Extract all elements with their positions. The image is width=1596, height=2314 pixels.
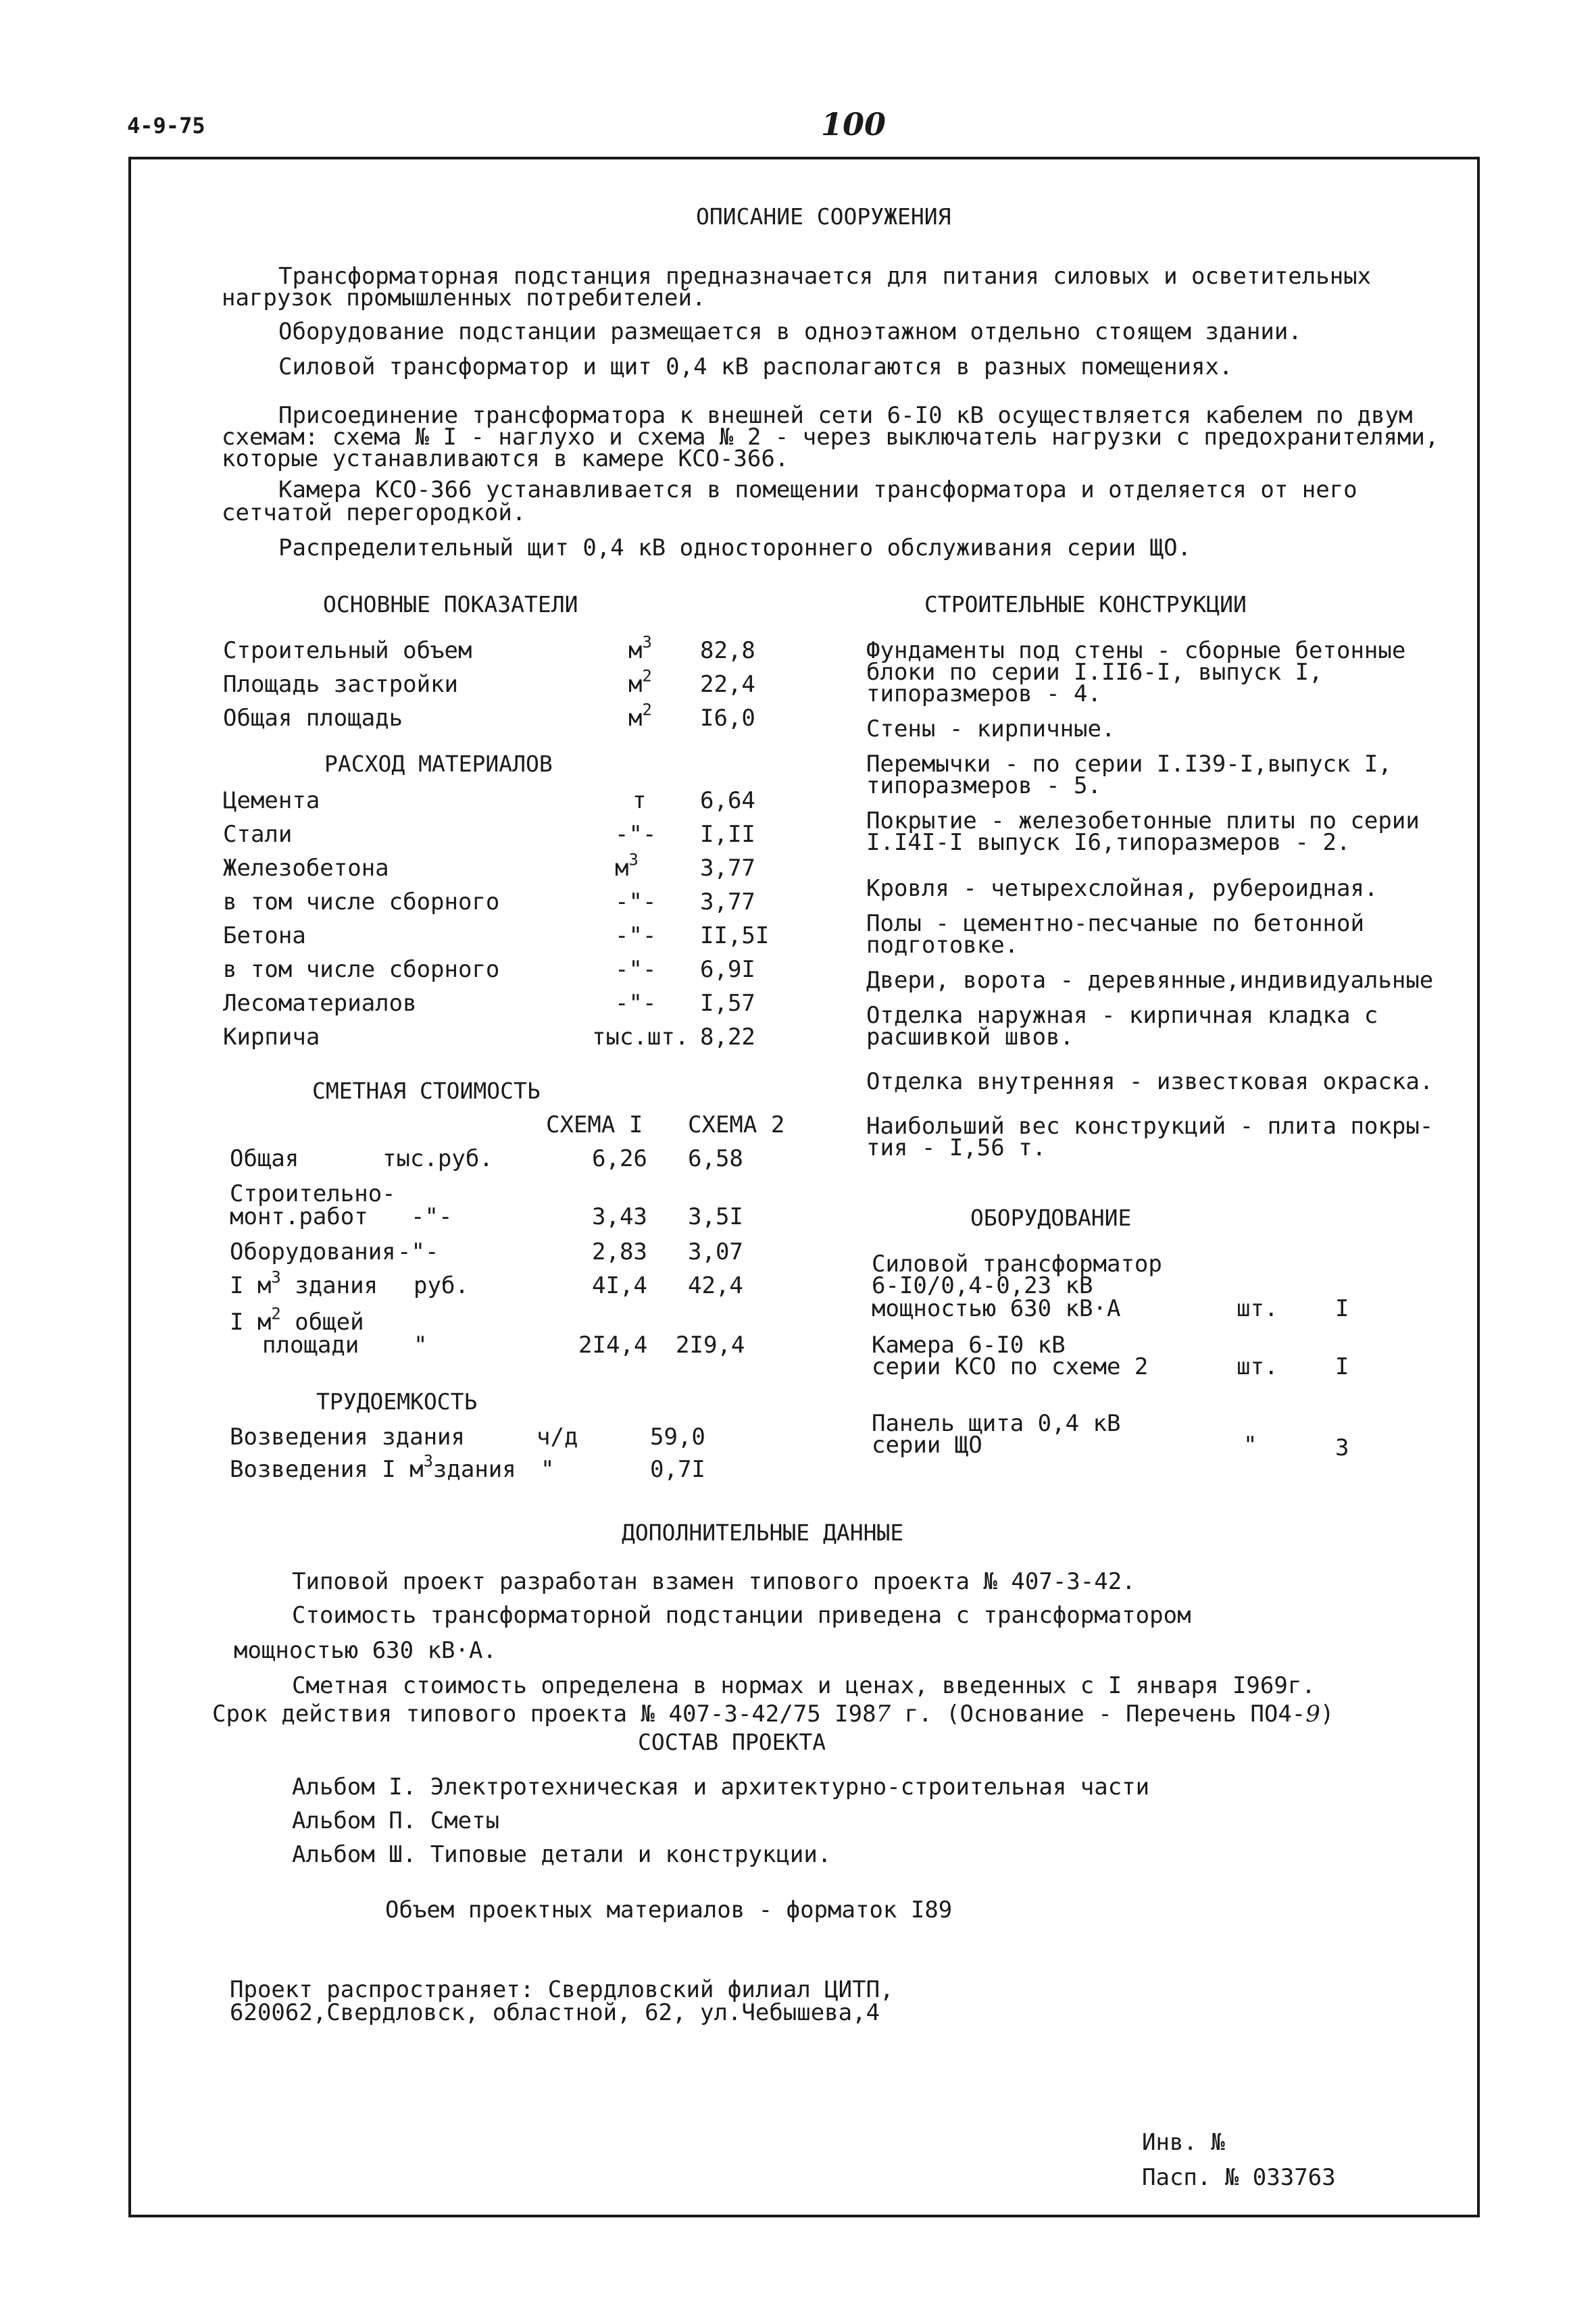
material-label: Цемента: [223, 787, 320, 814]
materials-title: РАСХОД МАТЕРИАЛОВ: [324, 751, 553, 777]
additional-line5: Срок действия типового проекта № 407-3-42/75 I987 г. (Основание - Перечень ПО4-9): [212, 1701, 1335, 1728]
estimate-r1-label: Общая: [230, 1145, 299, 1172]
additional-line2: Стоимость трансформаторной подстанции приведена с трансформатором: [292, 1602, 1191, 1629]
distributor-line2: 620062,Свердловск, областной, 62, ул.Чебышева,4: [230, 1999, 880, 2026]
construction-line: типоразмеров - 4.: [866, 680, 1101, 707]
composition-volume: Объем проектных материалов - форматок I89: [385, 1896, 953, 1923]
description-p4-line2: схемам: схема № I - наглухо и схема № 2 - через выключатель нагрузки с предохранителями,: [222, 424, 1439, 451]
construction-line: Полы - цементно-песчаные по бетонной: [866, 910, 1364, 937]
additional-line3: мощностью 630 кВ·А.: [234, 1637, 497, 1664]
construction-line: Стены - кирпичные.: [866, 715, 1116, 743]
construction-line: Кровля - четырехслойная, рубероидная.: [866, 875, 1378, 902]
material-label: Железобетона: [223, 855, 389, 882]
indicator-unit: $м^2$: [628, 666, 652, 698]
description-p1-line1: Трансформаторная подстанция предназначается для питания силовых и осветительных: [278, 263, 1372, 290]
description-p4-line3: которые устанавливаются в камере КСО-366.: [222, 445, 789, 472]
equipment-e1-line1: Силовой трансформатор: [872, 1251, 1162, 1278]
estimate-r5-label: I $м^2$ общей: [230, 1304, 364, 1336]
material-unit: $м^3$: [615, 850, 639, 882]
indicator-label: Площадь застройки: [223, 671, 458, 698]
estimate-col1-header: СХЕМА I: [546, 1111, 643, 1138]
page-number: 100: [821, 106, 887, 143]
estimate-r2-v1: 3,43: [592, 1203, 647, 1230]
material-unit: -"-: [615, 990, 657, 1017]
composition-title: СОСТАВ ПРОЕКТА: [638, 1729, 826, 1755]
material-label: в том числе сборного: [223, 956, 500, 983]
indicator-value: 82,8: [700, 637, 755, 664]
estimate-r2-v2: 3,5I: [688, 1203, 743, 1230]
estimate-r5-unit: ": [414, 1332, 428, 1359]
material-unit: -"-: [615, 922, 657, 949]
inventory-number-label: Инв. №: [1142, 2129, 1225, 2156]
material-value: I,II: [700, 821, 755, 848]
equipment-e2-unit: шт.: [1237, 1353, 1278, 1380]
composition-album1: Альбом I. Электротехническая и архитектурно-строительная части: [292, 1774, 1150, 1801]
estimate-r4-label: I $м^3$ здания: [230, 1267, 378, 1299]
description-p5-line2: сетчатой перегородкой.: [222, 499, 526, 526]
material-value: 3,77: [700, 888, 755, 915]
indicator-label: Общая площадь: [223, 705, 403, 732]
estimate-r3-v1: 2,83: [592, 1238, 647, 1265]
description-p5-line1: Камера КСО-366 устанавливается в помещении трансформатора и отделяется от него: [278, 476, 1357, 503]
construction-line: Отделка внутренняя - известковая окраска.: [866, 1068, 1434, 1095]
estimate-r3-v2: 3,07: [688, 1238, 743, 1265]
estimate-r1-v1: 6,26: [592, 1145, 647, 1172]
labor-r2-unit: ": [541, 1456, 555, 1483]
estimate-r4-v2: 42,4: [688, 1272, 743, 1299]
construction-line: блоки по серии I.II6-I, выпуск I,: [866, 659, 1323, 686]
estimate-r1-v2: 6,58: [688, 1145, 743, 1172]
composition-album2: Альбом П. Сметы: [292, 1807, 500, 1834]
labor-r2-value: 0,7I: [650, 1456, 705, 1483]
material-value: I,57: [700, 990, 755, 1017]
additional-title: ДОПОЛНИТЕЛЬНЫЕ ДАННЫЕ: [622, 1519, 904, 1546]
estimate-r4-unit: руб.: [414, 1272, 469, 1299]
construction-line: тия - I,56 т.: [866, 1134, 1047, 1161]
equipment-e3-line2: серии ЩО: [872, 1432, 982, 1459]
estimate-title: СМЕТНАЯ СТОИМОСТЬ: [312, 1078, 541, 1104]
construction-line: Наибольший вес конструкций - плита покры-: [866, 1113, 1434, 1140]
construction-line: расшивкой швов.: [866, 1024, 1074, 1051]
material-unit: -"-: [615, 821, 657, 848]
construction-line: Покрытие - железобетонные плиты по серии: [866, 807, 1420, 834]
estimate-r2-unit: -"-: [411, 1203, 453, 1230]
additional-line1: Типовой проект разработан взамен типового проекта № 407-3-42.: [292, 1568, 1136, 1595]
main-indicators-title: ОСНОВНЫЕ ПОКАЗАТЕЛИ: [323, 591, 578, 618]
material-value: 3,77: [700, 855, 755, 882]
material-unit: -"-: [615, 956, 657, 983]
material-value: 6,9I: [700, 956, 755, 983]
equipment-e1-unit: шт.: [1237, 1295, 1278, 1322]
document-code: 4-9-75: [127, 113, 205, 139]
composition-album3: Альбом Ш. Типовые детали и конструкции.: [292, 1841, 832, 1868]
equipment-e1-qty: I: [1335, 1295, 1349, 1322]
construction-line: подготовке.: [866, 932, 1019, 959]
construction-line: Отделка наружная - кирпичная кладка с: [866, 1002, 1378, 1029]
material-label: Стали: [223, 821, 293, 848]
equipment-e1-line3: мощностью 630 кВ·А: [872, 1295, 1121, 1322]
indicator-value: I6,0: [700, 705, 755, 732]
estimate-r5-v2: 2I9,4: [676, 1332, 745, 1359]
estimate-col2-header: СХЕМА 2: [688, 1111, 785, 1138]
equipment-e2-line2: серии КСО по схеме 2: [872, 1353, 1149, 1380]
labor-r1-label: Возведения здания: [230, 1424, 465, 1451]
passport-number: Пасп. № 033763: [1142, 2164, 1336, 2191]
material-label: в том числе сборного: [223, 888, 500, 915]
estimate-r2-label-b: монт.работ: [230, 1203, 368, 1230]
description-p2: Оборудование подстанции размещается в одноэтажном отдельно стоящем здании.: [278, 318, 1302, 345]
material-unit: т: [632, 787, 647, 814]
estimate-r3-label: Оборудования: [230, 1238, 396, 1265]
labor-r1-value: 59,0: [650, 1424, 705, 1451]
estimate-r4-v1: 4I,4: [592, 1272, 647, 1299]
construction-line: Перемычки - по серии I.I39-I,выпуск I,: [866, 751, 1392, 778]
labor-r1-unit: ч/д: [537, 1424, 578, 1451]
equipment-e3-qty: 3: [1335, 1434, 1349, 1461]
estimate-r3-unit: -"-: [397, 1238, 439, 1265]
estimate-r5-v1: 2I4,4: [578, 1332, 648, 1359]
description-p3: Силовой трансформатор и щит 0,4 кВ располагаются в разных помещениях.: [278, 353, 1233, 380]
estimate-r1-unit: тыс.руб.: [382, 1145, 493, 1172]
equipment-e3-line1: Панель щита 0,4 кВ: [872, 1410, 1121, 1437]
equipment-e1-line2: 6-I0/0,4-0,23 кВ: [872, 1272, 1093, 1299]
indicator-unit: $м^3$: [628, 632, 652, 664]
material-unit: тыс.шт.: [592, 1024, 689, 1051]
indicator-unit: $м^2$: [628, 700, 652, 732]
construction-line: типоразмеров - 5.: [866, 772, 1101, 799]
additional-line4: Сметная стоимость определена в нормах и ценах, введенных с I января I969г.: [292, 1672, 1316, 1699]
equipment-e2-line1: Камера 6-I0 кВ: [872, 1332, 1066, 1359]
material-value: II,5I: [700, 922, 770, 949]
indicator-label: Строительный объем: [223, 637, 472, 664]
description-p1-line2: нагрузок промышленных потребителей.: [222, 284, 706, 311]
material-unit: -"-: [615, 888, 657, 915]
material-label: Лесоматериалов: [223, 990, 417, 1017]
distributor-line1: Проект распространяет: Свердловский филиал ЦИТП,: [230, 1976, 894, 2003]
constructions-title: СТРОИТЕЛЬНЫЕ КОНСТРУКЦИИ: [924, 591, 1247, 618]
description-p4-line1: Присоединение трансформатора к внешней сети 6-I0 кВ осуществляется кабелем по двум: [278, 402, 1413, 429]
equipment-title: ОБОРУДОВАНИЕ: [970, 1205, 1132, 1231]
description-title: ОПИСАНИЕ СООРУЖЕНИЯ: [696, 203, 951, 230]
material-label: Бетона: [223, 922, 306, 949]
construction-line: Двери, ворота - деревянные,индивидуальные: [866, 967, 1434, 994]
estimate-r5-label-b: площади: [262, 1332, 359, 1359]
material-value: 8,22: [700, 1024, 755, 1051]
construction-line: I.I4I-I выпуск I6,типоразмеров - 2.: [866, 829, 1351, 856]
labor-r2-label: Возведения I $м^3здания$: [230, 1451, 516, 1483]
equipment-e3-unit: ": [1243, 1432, 1257, 1459]
indicator-value: 22,4: [700, 671, 755, 698]
construction-line: Фундаменты под стены - сборные бетонные: [866, 637, 1406, 664]
description-p6: Распределительный щит 0,4 кВ одностороннего обслуживания серии ЩО.: [278, 534, 1192, 561]
estimate-r2-label-a: Строительно-: [230, 1180, 396, 1207]
material-value: 6,64: [700, 787, 755, 814]
equipment-e2-qty: I: [1335, 1353, 1349, 1380]
material-label: Кирпича: [223, 1024, 320, 1051]
labor-title: ТРУДОЕМКОСТЬ: [316, 1388, 478, 1415]
